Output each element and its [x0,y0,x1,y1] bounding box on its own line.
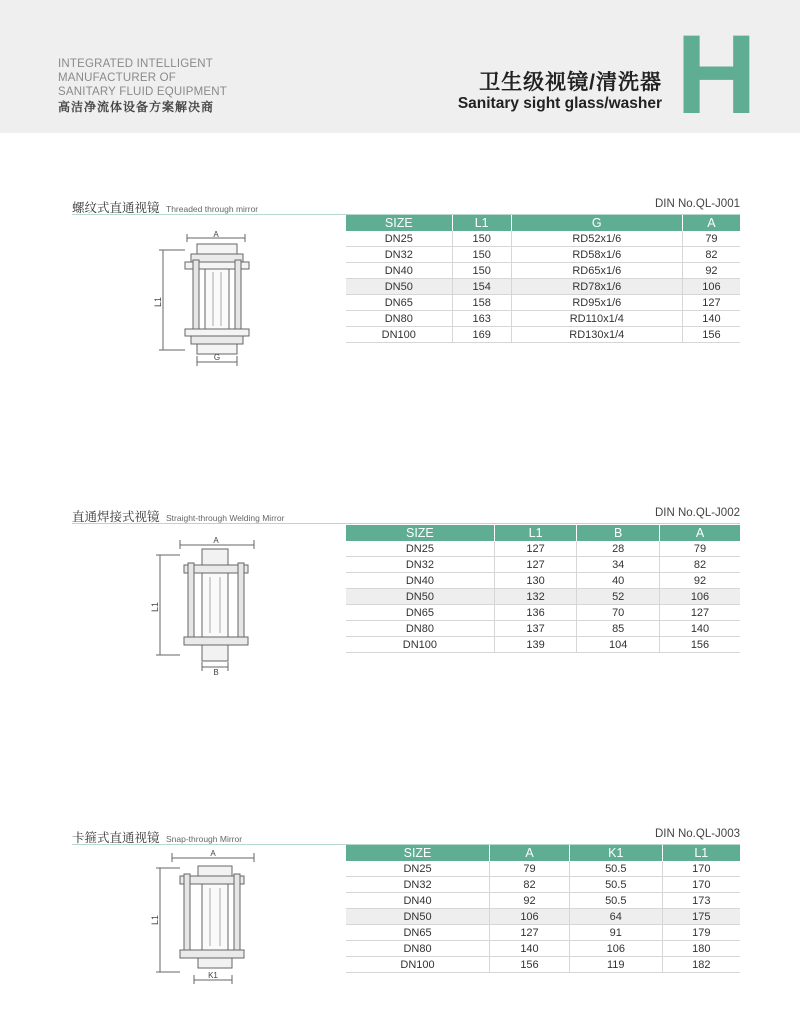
table-row [346,231,740,247]
dim-label-top: A [213,536,219,545]
section-title-cn: 卡箍式直通视镜 [72,831,160,845]
column-header: SIZE [346,525,494,541]
table-cell: 150 [452,231,511,247]
table-cell: 52 [577,589,660,605]
table-cell: DN65 [346,925,490,941]
table-cell: DN32 [346,557,494,573]
table-cell: 85 [577,621,660,637]
table-cell: RD65x1/6 [511,263,682,279]
table-cell: 140 [682,311,740,327]
spec-table [346,215,740,343]
section-title-en: Straight-through Welding Mirror [166,513,285,523]
column-header: A [660,525,741,541]
table-row [346,605,740,621]
table-row [346,279,740,295]
table-cell: 82 [490,877,570,893]
table-row [346,557,740,573]
table-cell: RD110x1/4 [511,311,682,327]
column-header: L1 [662,845,740,861]
table-cell: DN65 [346,605,494,621]
table-cell: 150 [452,247,511,263]
company-tagline [58,57,227,114]
dim-label-bottom: K1 [208,971,218,980]
table-cell: 136 [494,605,577,621]
table-cell: 79 [682,231,740,247]
table-header-row [346,845,740,861]
table-row [346,637,740,653]
table-cell: 182 [662,957,740,973]
dim-label-bottom: G [213,353,221,362]
section-title-en: Threaded through mirror [166,204,259,214]
table-row [346,877,740,893]
table-cell: DN40 [346,893,490,909]
table-row [346,957,740,973]
section-header [72,198,740,215]
table-row [346,861,740,877]
dim-label-left: L1 [150,601,160,613]
table-cell: DN80 [346,621,494,637]
table-cell: 79 [490,861,570,877]
table-cell: DN25 [346,861,490,877]
company-en-line-1: INTEGRATED INTELLIGENT [58,58,213,70]
column-header: A [682,215,740,231]
section-title-cn: 直通焊接式视镜 [72,510,160,524]
table-cell: DN25 [346,231,452,247]
table-cell: 127 [660,605,741,621]
table-cell: 91 [569,925,662,941]
page-header [0,0,800,137]
table-cell: DN100 [346,327,452,343]
column-header: L1 [494,525,577,541]
table-cell: 79 [660,541,741,557]
table-cell: 34 [577,557,660,573]
table-cell: 156 [660,637,741,653]
table-cell: 50.5 [569,861,662,877]
column-header: L1 [452,215,511,231]
table-cell: RD52x1/6 [511,231,682,247]
catalog-letter-badge: H [676,12,757,137]
table-row [346,941,740,957]
table-cell: 92 [490,893,570,909]
table-cell: 106 [682,279,740,295]
table-cell: 154 [452,279,511,295]
table-cell: DN50 [346,279,452,295]
dim-label-left: L1 [153,296,163,308]
table-cell: 169 [452,327,511,343]
table-cell: 70 [577,605,660,621]
table-cell: DN25 [346,541,494,557]
column-header: A [490,845,570,861]
spec-table [346,845,740,973]
table-row [346,909,740,925]
sight-glass-drawing [155,232,265,370]
table-cell: 50.5 [569,893,662,909]
column-header: SIZE [346,215,452,231]
column-header: K1 [569,845,662,861]
spec-table [346,525,740,653]
table-cell: RD130x1/4 [511,327,682,343]
table-header-row [346,525,740,541]
table-cell: 127 [494,541,577,557]
table-cell: DN80 [346,311,452,327]
table-cell: 163 [452,311,511,327]
din-number: DIN No.QL-J002 [654,507,740,519]
table-cell: 127 [682,295,740,311]
dim-label-left: L1 [150,914,160,926]
table-header-row [346,215,740,231]
table-cell: 130 [494,573,577,589]
table-cell: 140 [490,941,570,957]
table-cell: DN50 [346,909,490,925]
table-row [346,295,740,311]
table-cell: 127 [490,925,570,941]
table-cell: 50.5 [569,877,662,893]
table-row [346,573,740,589]
table-cell: 156 [490,957,570,973]
table-cell: 158 [452,295,511,311]
table-cell: 173 [662,893,740,909]
table-cell: DN40 [346,263,452,279]
table-cell: RD58x1/6 [511,247,682,263]
company-en-line-2: MANUFACTURER OF [58,72,176,84]
din-number: DIN No.QL-J003 [654,828,740,840]
table-cell: 106 [660,589,741,605]
din-number: DIN No.QL-J001 [654,198,740,210]
table-cell: 150 [452,263,511,279]
table-cell: 170 [662,877,740,893]
table-cell: 92 [660,573,741,589]
table-cell: 140 [660,621,741,637]
table-cell: 119 [569,957,662,973]
table-cell: 175 [662,909,740,925]
table-cell: 179 [662,925,740,941]
section-title-cn: 螺纹式直通视镜 [72,201,160,215]
table-cell: 156 [682,327,740,343]
table-cell: DN65 [346,295,452,311]
table-row [346,311,740,327]
table-row [346,327,740,343]
column-header: G [511,215,682,231]
sight-glass-drawing [150,537,260,677]
table-cell: 82 [660,557,741,573]
page-title-cn: 卫生级视镜/清洗器 [479,71,662,94]
table-cell: 137 [494,621,577,637]
table-cell: 139 [494,637,577,653]
table-cell: RD95x1/6 [511,295,682,311]
table-row [346,541,740,557]
table-row [346,263,740,279]
table-cell: DN100 [346,637,494,653]
table-cell: RD78x1/6 [511,279,682,295]
table-cell: DN80 [346,941,490,957]
column-header: SIZE [346,845,490,861]
table-cell: DN32 [346,247,452,263]
table-cell: DN32 [346,877,490,893]
table-cell: 92 [682,263,740,279]
table-cell: 132 [494,589,577,605]
page-title-en: Sanitary sight glass/washer [457,95,662,112]
table-cell: 28 [577,541,660,557]
dim-label-bottom: B [213,668,219,677]
section-header [72,507,740,524]
table-cell: 64 [569,909,662,925]
table-cell: DN40 [346,573,494,589]
table-cell: DN50 [346,589,494,605]
table-cell: 82 [682,247,740,263]
table-cell: 180 [662,941,740,957]
sight-glass-drawing [150,848,260,988]
dim-label-top: A [210,849,216,858]
table-cell: 127 [494,557,577,573]
table-row [346,925,740,941]
table-cell: 170 [662,861,740,877]
table-row [346,247,740,263]
table-row [346,589,740,605]
table-cell: 104 [577,637,660,653]
table-cell: DN100 [346,957,490,973]
table-cell: 106 [490,909,570,925]
company-en-line-3: SANITARY FLUID EQUIPMENT [58,86,228,98]
table-row [346,621,740,637]
section-header [72,828,740,845]
table-cell: 106 [569,941,662,957]
section-title-en: Snap-through Mirror [166,834,243,844]
table-row [346,893,740,909]
dim-label-top: A [213,230,219,239]
table-cell: 40 [577,573,660,589]
company-cn: 高洁净流体设备方案解决商 [58,100,215,114]
column-header: B [577,525,660,541]
